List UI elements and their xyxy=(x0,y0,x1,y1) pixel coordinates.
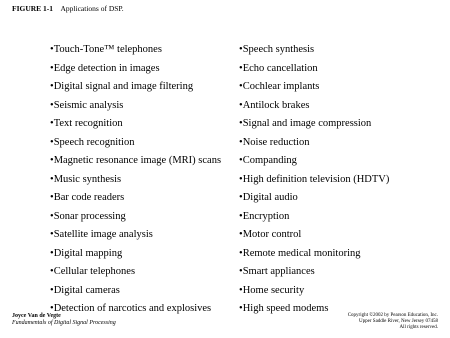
list-item-text: High speed modems xyxy=(242,303,329,314)
list-item xyxy=(239,189,389,208)
list-item-text: Companding xyxy=(242,155,297,166)
bullet-icon: • xyxy=(239,266,243,277)
bullet-icon: • xyxy=(239,284,243,296)
list-item xyxy=(239,282,389,301)
list-item-text: Echo cancellation xyxy=(242,62,318,74)
list-item-text: Bar code readers xyxy=(53,192,125,203)
list-item-text: Antilock brakes xyxy=(242,99,310,111)
list-item-text: High definition television (HDTV) xyxy=(242,173,390,185)
list-item xyxy=(239,171,389,190)
list-item-text: Speech recognition xyxy=(53,136,135,148)
list-item-text: Motor control xyxy=(242,229,302,240)
list-item xyxy=(50,115,221,134)
list-item xyxy=(50,152,221,171)
bullet-icon: • xyxy=(239,62,243,74)
bullet-icon: • xyxy=(50,62,54,74)
list-item-text: Remote medical monitoring xyxy=(242,247,361,259)
applications-left-column xyxy=(50,41,221,319)
list-item-text: Noise reduction xyxy=(242,136,310,148)
applications-right-column xyxy=(239,41,389,319)
list-item xyxy=(50,134,221,153)
list-item-text: Digital cameras xyxy=(53,284,120,296)
list-item-text: Digital audio xyxy=(242,192,298,203)
bullet-icon: • xyxy=(50,173,54,185)
list-item xyxy=(50,226,221,245)
bullet-icon: • xyxy=(239,229,243,240)
bullet-icon: • xyxy=(239,99,243,111)
footer-author: Joyce Van de Vegte xyxy=(12,313,61,319)
bullet-icon: • xyxy=(239,303,243,314)
list-item xyxy=(50,245,221,264)
bullet-icon: • xyxy=(239,44,243,55)
list-item-text: Digital mapping xyxy=(53,247,123,259)
bullet-icon: • xyxy=(50,136,54,148)
figure-caption xyxy=(12,4,124,14)
list-item-text: Digital signal and image filtering xyxy=(53,81,194,92)
list-item xyxy=(50,78,221,97)
list-item xyxy=(239,60,389,79)
footer-credits xyxy=(12,313,116,327)
list-item-text: Music synthesis xyxy=(53,173,122,185)
list-item-text: Magnetic resonance image (MRI) scans xyxy=(53,155,222,166)
bullet-icon: • xyxy=(239,118,243,129)
list-item xyxy=(239,226,389,245)
bullet-icon: • xyxy=(50,266,54,277)
list-item xyxy=(50,171,221,190)
list-item-text: Detection of narcotics and explosives xyxy=(53,303,212,314)
figure-number: FIGURE 1-1 xyxy=(12,4,54,13)
bullet-icon: • xyxy=(50,99,54,111)
bullet-icon: • xyxy=(50,81,54,92)
bullet-icon: • xyxy=(239,155,243,166)
list-item-text: Satellite image analysis xyxy=(53,229,153,240)
list-item xyxy=(239,115,389,134)
list-item-text: Cellular telephones xyxy=(53,266,136,277)
bullet-icon: • xyxy=(50,229,54,240)
bullet-icon: • xyxy=(50,303,54,314)
list-item-text: Text recognition xyxy=(53,118,123,129)
list-item xyxy=(239,134,389,153)
bullet-icon: • xyxy=(239,210,243,222)
list-item xyxy=(239,97,389,116)
list-item xyxy=(239,78,389,97)
footer-copyright xyxy=(298,313,438,331)
list-item xyxy=(239,245,389,264)
list-item-text: Speech synthesis xyxy=(242,44,315,55)
bullet-icon: • xyxy=(239,136,243,148)
publisher-address: Upper Saddle River, New Jersey 07458 xyxy=(359,319,438,324)
bullet-icon: • xyxy=(50,210,54,222)
figure-title: Applications of DSP. xyxy=(60,4,124,13)
list-item xyxy=(50,282,221,301)
list-item-text: Sonar processing xyxy=(53,210,126,222)
bullet-icon: • xyxy=(50,118,54,129)
list-item xyxy=(239,41,389,60)
list-item xyxy=(50,60,221,79)
list-item xyxy=(50,97,221,116)
bullet-icon: • xyxy=(239,173,243,185)
list-item-text: Signal and image compression xyxy=(242,118,372,129)
rights-notice: All rights reserved. xyxy=(399,325,438,330)
list-item xyxy=(239,152,389,171)
bullet-icon: • xyxy=(239,247,243,259)
list-item xyxy=(50,208,221,227)
list-item-text: Edge detection in images xyxy=(53,62,160,74)
list-item xyxy=(50,41,221,60)
copyright-line: Copyright ©2002 by Pearson Education, Inc. xyxy=(347,313,438,318)
bullet-icon: • xyxy=(50,192,54,203)
bullet-icon: • xyxy=(239,192,243,203)
bullet-icon: • xyxy=(50,44,54,55)
list-item-text: Cochlear implants xyxy=(242,81,320,92)
list-item xyxy=(50,263,221,282)
list-item xyxy=(50,189,221,208)
bullet-icon: • xyxy=(50,284,54,296)
list-item xyxy=(239,208,389,227)
footer-book-title: Fundamentals of Digital Signal Processing xyxy=(12,320,116,326)
bullet-icon: • xyxy=(239,81,243,92)
list-item-text: Home security xyxy=(242,284,305,296)
list-item-text: Touch-Tone™ telephones xyxy=(53,44,162,55)
bullet-icon: • xyxy=(50,155,54,166)
list-item-text: Seismic analysis xyxy=(53,99,124,111)
bullet-icon: • xyxy=(50,247,54,259)
list-item-text: Encryption xyxy=(242,210,290,222)
list-item xyxy=(239,263,389,282)
list-item-text: Smart appliances xyxy=(242,266,315,277)
